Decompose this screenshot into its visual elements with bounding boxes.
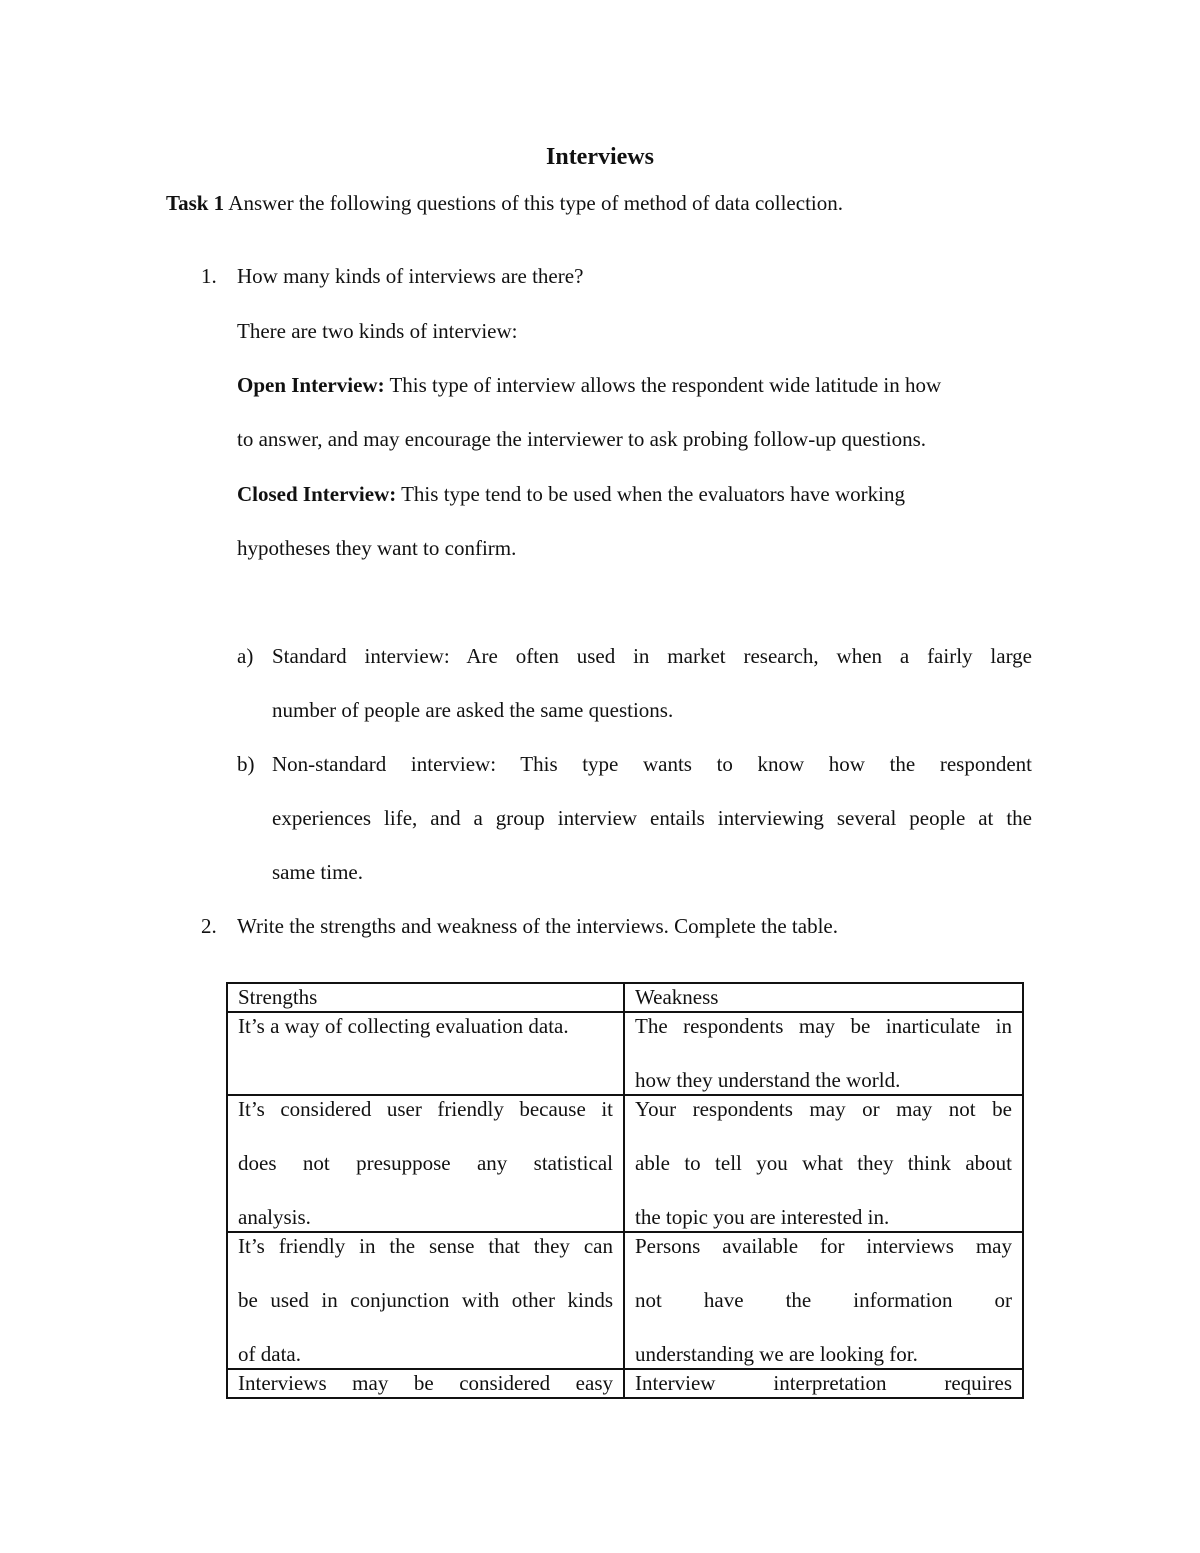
strengths-weakness-table <box>226 982 1024 1399</box>
cell-line: does not presuppose any statistical <box>238 1151 613 1175</box>
cell-line: not have the information or <box>635 1288 1012 1312</box>
item-b-line-2: experiences life, and a group interview entails interviewing several people at the <box>272 806 1032 830</box>
cell-line: Persons available for interviews may <box>635 1234 1012 1258</box>
q1-intro: There are two kinds of interview: <box>237 319 518 343</box>
cell-line: It’s a way of collecting evaluation data. <box>238 1014 569 1038</box>
cell-line: It’s friendly in the sense that they can <box>238 1234 613 1258</box>
cell-line: the topic you are interested in. <box>635 1205 890 1229</box>
table-header-strengths: Strengths <box>227 983 624 1012</box>
cell-line: Your respondents may or may not be <box>635 1097 1012 1121</box>
closed-interview-line-1 <box>237 480 905 508</box>
table-row <box>227 1369 1023 1398</box>
weakness-cell <box>624 1369 1023 1398</box>
q1-question: How many kinds of interviews are there? <box>237 264 584 288</box>
cell-line: of data. <box>238 1342 301 1366</box>
table-header-weakness: Weakness <box>624 983 1023 1012</box>
strength-cell <box>227 1369 624 1398</box>
cell-line: Interviews may be considered easy <box>238 1371 613 1395</box>
cell-line: The respondents may be inarticulate in <box>635 1014 1012 1038</box>
table-row <box>227 1012 1023 1095</box>
table-row <box>227 1232 1023 1369</box>
cell-line: able to tell you what they think about <box>635 1151 1012 1175</box>
closed-interview-text-2: hypotheses they want to confirm. <box>237 536 517 560</box>
item-a-line-2: number of people are asked the same questions. <box>272 698 674 722</box>
cell-line: understanding we are looking for. <box>635 1342 918 1366</box>
task-text: Answer the following questions of this type of method of data collection. <box>228 191 843 215</box>
task-line <box>166 189 843 217</box>
q1-number: 1. <box>201 264 217 288</box>
cell-line: how they understand the world. <box>635 1068 901 1092</box>
open-interview-line-1 <box>237 371 941 399</box>
document-title: Interviews <box>546 144 654 170</box>
item-b-marker: b) <box>237 752 255 776</box>
q2-number: 2. <box>201 914 217 938</box>
table-header-row <box>227 983 1023 1012</box>
table-row <box>227 1095 1023 1232</box>
task-label: Task 1 <box>166 191 225 215</box>
item-b-line-1: Non-standard interview: This type wants to know how the respondent <box>272 752 1032 776</box>
q2-question: Write the strengths and weakness of the interviews. Complete the table. <box>237 914 838 938</box>
open-interview-text-2: to answer, and may encourage the interviewer to ask probing follow-up questions. <box>237 427 927 451</box>
weakness-cell <box>624 1012 1023 1095</box>
weakness-cell <box>624 1095 1023 1232</box>
strength-cell <box>227 1012 624 1095</box>
cell-line: Interview interpretation requires <box>635 1371 1012 1395</box>
cell-line: be used in conjunction with other kinds <box>238 1288 613 1312</box>
item-b-line-3: same time. <box>272 860 363 884</box>
item-a-marker: a) <box>237 644 254 668</box>
item-a-line-1: Standard interview: Are often used in market research, when a fairly large <box>272 644 1032 668</box>
weakness-cell <box>624 1232 1023 1369</box>
open-interview-text-1: This type of interview allows the respondent wide latitude in how <box>389 373 942 397</box>
closed-interview-label: Closed Interview: <box>237 482 397 506</box>
closed-interview-text-1: This type tend to be used when the evaluators have working <box>401 482 905 506</box>
cell-line: It’s considered user friendly because it <box>238 1097 613 1121</box>
cell-line: analysis. <box>238 1205 311 1229</box>
strength-cell <box>227 1095 624 1232</box>
strength-cell <box>227 1232 624 1369</box>
open-interview-label: Open Interview: <box>237 373 385 397</box>
